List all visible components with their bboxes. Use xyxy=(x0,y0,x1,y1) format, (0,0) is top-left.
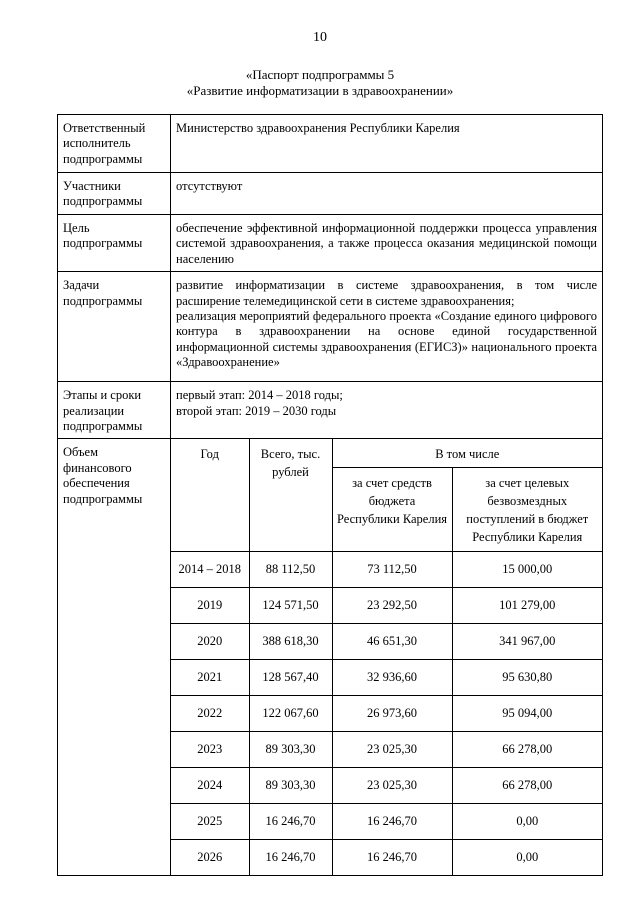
targeted-cell: 15 000,00 xyxy=(452,551,602,587)
budget-cell: 23 025,30 xyxy=(332,767,452,803)
total-cell: 89 303,30 xyxy=(249,767,332,803)
stage-item: второй этап: 2019 – 2030 годы xyxy=(176,403,337,418)
year-cell: 2014 – 2018 xyxy=(171,551,249,587)
row-goal xyxy=(58,215,603,272)
participants-value: отсутствуют xyxy=(171,173,603,215)
stage-item: первый этап: 2014 – 2018 годы; xyxy=(176,388,343,403)
year-cell: 2019 xyxy=(171,587,249,623)
budget-cell: 16 246,70 xyxy=(332,803,452,839)
total-cell: 388 618,30 xyxy=(249,623,332,659)
task-item: развитие информатизации в системе здравоохранения, в том числе расширение телемедицинской сети в системе здравоохранения; xyxy=(176,278,597,308)
row-participants xyxy=(58,173,603,215)
stages-label: Этапы и сроки реализации подпрограммы xyxy=(58,382,171,439)
table-row xyxy=(171,767,602,803)
header-including: В том числе xyxy=(332,439,602,467)
table-row xyxy=(171,695,602,731)
title-line-2: «Развитие информатизации в здравоохранении» xyxy=(186,83,454,98)
total-cell: 16 246,70 xyxy=(249,803,332,839)
budget-cell: 16 246,70 xyxy=(332,839,452,875)
passport-table xyxy=(57,114,603,876)
table-row xyxy=(171,803,602,839)
year-cell: 2020 xyxy=(171,623,249,659)
targeted-cell: 95 630,80 xyxy=(452,659,602,695)
table-row xyxy=(171,623,602,659)
table-row xyxy=(171,659,602,695)
title-line-1: «Паспорт подпрограммы 5 xyxy=(245,67,395,82)
budget-cell: 32 936,60 xyxy=(332,659,452,695)
goal-label: Цель подпрограммы xyxy=(58,215,171,272)
total-cell: 122 067,60 xyxy=(249,695,332,731)
year-cell: 2022 xyxy=(171,695,249,731)
year-cell: 2023 xyxy=(171,731,249,767)
budget-cell: 73 112,50 xyxy=(332,551,452,587)
budget-cell: 26 973,60 xyxy=(332,695,452,731)
year-cell: 2021 xyxy=(171,659,249,695)
year-cell: 2026 xyxy=(171,839,249,875)
total-cell: 128 567,40 xyxy=(249,659,332,695)
targeted-cell: 101 279,00 xyxy=(452,587,602,623)
targeted-cell: 341 967,00 xyxy=(452,623,602,659)
table-row xyxy=(171,839,602,875)
tasks-label: Задачи подпрограммы xyxy=(58,272,171,382)
header-year: Год xyxy=(171,439,249,551)
document-title xyxy=(0,67,640,99)
total-cell: 16 246,70 xyxy=(249,839,332,875)
table-row xyxy=(171,551,602,587)
page-number: 10 xyxy=(313,30,327,45)
year-cell: 2024 xyxy=(171,767,249,803)
total-cell: 88 112,50 xyxy=(249,551,332,587)
header-targeted: за счет целевых безвозмездных поступлений в бюджет Республики Карелия xyxy=(452,467,602,551)
row-stages xyxy=(58,382,603,439)
budget-cell: 23 025,30 xyxy=(332,731,452,767)
task-item: реализация мероприятий федерального проекта «Создание единого цифрового контура в здравоохранении на основе единой государственной информационной системы здравоохранения (ЕГИСЗ)» национального проекта «Здравоохранение» xyxy=(176,309,597,370)
targeted-cell: 0,00 xyxy=(452,803,602,839)
header-budget: за счет средств бюджета Республики Карелия xyxy=(332,467,452,551)
row-tasks xyxy=(58,272,603,382)
executor-value: Министерство здравоохранения Республики Карелия xyxy=(171,115,603,173)
year-cell: 2025 xyxy=(171,803,249,839)
header-total: Всего, тыс. рублей xyxy=(249,439,332,551)
goal-value: обеспечение эффективной информационной поддержки процесса управления системой здравоохранения, а также процесса оказания медицинской помощи населению xyxy=(171,215,603,272)
targeted-cell: 0,00 xyxy=(452,839,602,875)
targeted-cell: 66 278,00 xyxy=(452,731,602,767)
participants-label: Участники подпрограммы xyxy=(58,173,171,215)
total-cell: 124 571,50 xyxy=(249,587,332,623)
targeted-cell: 66 278,00 xyxy=(452,767,602,803)
financing-table xyxy=(171,439,602,875)
table-row xyxy=(171,587,602,623)
financing-label: Объем финансового обеспечения подпрограммы xyxy=(58,439,171,876)
table-row xyxy=(171,731,602,767)
budget-cell: 46 651,30 xyxy=(332,623,452,659)
row-financing xyxy=(58,439,603,876)
targeted-cell: 95 094,00 xyxy=(452,695,602,731)
executor-label: Ответственный исполнитель подпрограммы xyxy=(58,115,171,173)
row-executor xyxy=(58,115,603,173)
budget-cell: 23 292,50 xyxy=(332,587,452,623)
total-cell: 89 303,30 xyxy=(249,731,332,767)
